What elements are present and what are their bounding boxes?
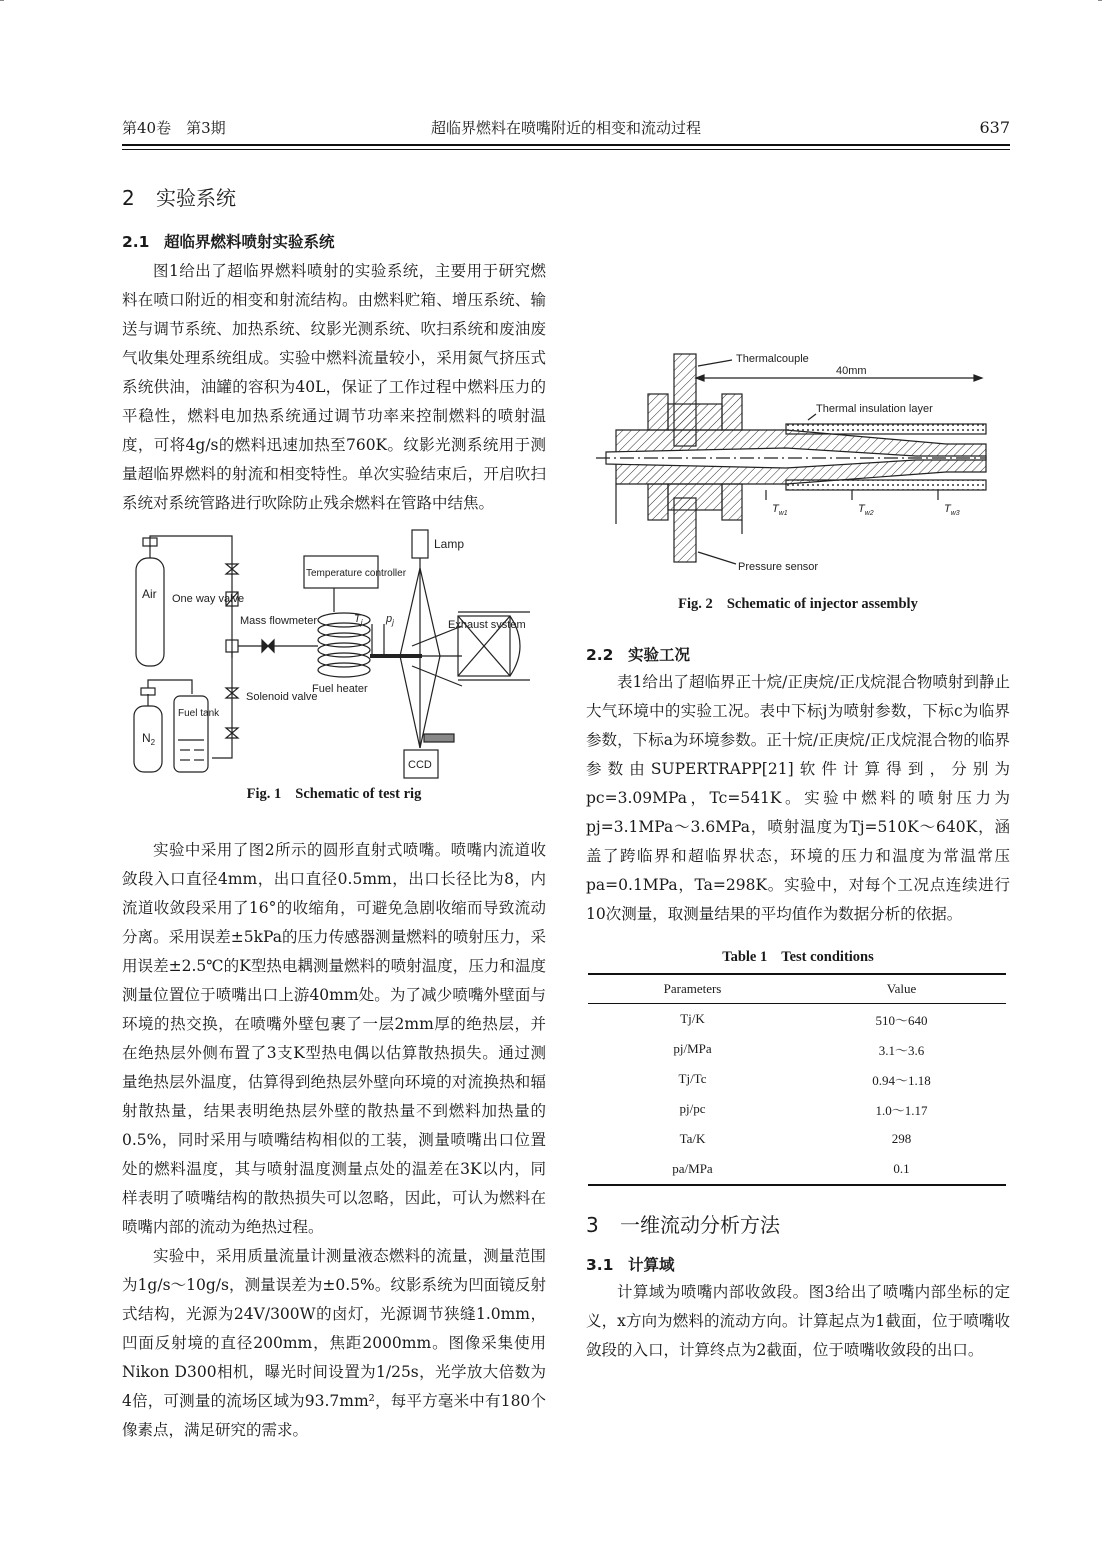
subsection-number: 3.1 (586, 1256, 614, 1274)
fig2-label-thermocouple: Thermalcouple (736, 353, 809, 365)
section-2-heading (122, 183, 546, 213)
section-number: 3 (586, 1213, 599, 1237)
subsection-title: 实验工况 (628, 646, 691, 664)
paragraph: 实验中采用了图2所示的圆形直射式喷嘴。喷嘴内流道收敛段入口直径4mm，出口直径0.5mm，出口长径比为8，内流道收敛段采用了16°的收缩角，可避免急剧收缩而导致流动分离。采用误差±5kPa的压力传感器测量燃料的喷射压力，采用误差±2.5℃的K型热电耦测量燃料的喷射温度，压力和温度测量位置位于喷嘴出口上游40mm处。为了减少喷嘴外壁面与环境的热交换，在喷嘴外壁包裹了一层2mm厚的绝热层，并在绝热层外侧布置了3支K型热电偶以估算散热损失。通过测量绝热层外温度，估算得到绝热层外壁向环境的对流换热和辐射散热量，结果表明绝热层外壁的散热量不到燃料加热量的0.5%，同时采用与喷嘴结构相似的工装，测量喷嘴出口位置处的燃料温度，其与喷射温度测量点处的温差在3K以内，同样表明了喷嘴结构的散热损失可以忽略，因此，可认为燃料在喷嘴内部的流动为绝热过程。 (122, 841, 546, 1236)
running-title: 超临界燃料在喷嘴附近的相变和流动过程 (430, 119, 701, 137)
table-cell-value: 1.0～1.17 (875, 1102, 928, 1118)
fig1-label-exhaust-system: Exhaust system (448, 619, 526, 631)
fig2-label-tw1: $T_{w1}$ (772, 503, 788, 517)
section-number: 2 (122, 186, 135, 210)
subsection-2-2-heading (586, 642, 1010, 668)
figure-label: Fig. 2 (678, 596, 713, 612)
table-cell-param: pa/MPa (588, 1154, 797, 1185)
table-cell-param: Tj/Tc (678, 1071, 707, 1086)
spacer-continuation (586, 170, 1010, 348)
figure-title: Schematic of test rig (295, 786, 422, 802)
table-cell-param: pj/MPa (673, 1041, 712, 1056)
table-row (588, 1064, 1006, 1094)
figure-title: Schematic of injector assembly (726, 596, 918, 612)
paragraph: 图1给出了超临界燃料喷射的实验系统，主要用于研究燃料在喷口附近的相变和射流结构。由燃料贮箱、增压系统、输送与调节系统、加热系统、纹影光测系统、吹扫系统和废油废气收集处理系统组成。实验中燃料流量较小，采用氮气挤压式系统供油，油罐的容积为40L，保证了工作过程中燃料压力的平稳性，燃料电加热系统通过调节功率来控制燃料的喷射温度，可将4g/s的燃料迅速加热至760K。纹影光测系统用于测量超临界燃料的射流和相变特性。单次实验结束后，开启吹扫系统对系统管路进行吹除防止残余燃料在管路中结焦。 (122, 262, 546, 512)
column-header-value: Value (797, 974, 1006, 1004)
fig2-label-tw3: $T_{w3}$ (944, 503, 960, 517)
fig1-label-one-way-valve: One way valve (172, 593, 245, 605)
figure-1-test-rig (122, 528, 546, 780)
table-cell-param: pj/pc (679, 1101, 706, 1116)
fig1-label-ccd: CCD (408, 759, 432, 771)
subsection-title: 超临界燃料喷射实验系统 (164, 233, 335, 251)
table-1-caption (586, 947, 1010, 967)
table-cell-value: 0.1 (797, 1154, 1006, 1185)
figure-label: Fig. 1 (246, 786, 282, 802)
fig1-label-lamp: Lamp (434, 537, 465, 551)
right-column (586, 170, 1010, 1480)
table-cell-param: Ta/K (679, 1131, 706, 1146)
fig2-label-dimension: 40mm (836, 365, 867, 377)
table-title: Test conditions (781, 949, 874, 965)
fig1-label-mass-flowmeter: Mass flowmeter (240, 615, 318, 627)
section-title: 实验系统 (156, 186, 236, 210)
fig1-label-fuel-tank: Fuel tank (178, 708, 220, 719)
table-cell-value: 3.1～3.6 (878, 1042, 925, 1058)
table-cell-value: 510～640 (875, 1012, 928, 1028)
subsection-number: 2.2 (586, 646, 614, 664)
fig1-label-air: Air (142, 587, 157, 601)
fig2-label-insulation: Thermal insulation layer (816, 403, 933, 415)
table-cell-value: 0.94～1.18 (872, 1072, 931, 1088)
page-number: 637 (979, 118, 1010, 137)
subsection-title: 计算域 (628, 1256, 675, 1274)
fig2-label-pressure-sensor: Pressure sensor (738, 561, 819, 573)
header-rule-thin (122, 149, 1010, 150)
subsection-3-1-heading (586, 1252, 1010, 1278)
volume-issue: 第40卷 第3期 (122, 119, 226, 137)
fig1-label-pj: $p_j$ (386, 613, 394, 627)
table-header-row (588, 974, 1006, 1004)
section-title: 一维流动分析方法 (620, 1213, 780, 1237)
table-cell-param: Tj/K (680, 1011, 705, 1026)
lamp (412, 530, 428, 558)
table-1-test-conditions (588, 973, 1006, 1186)
crop-mark-right (1098, 0, 1102, 5)
table-cell-value: 298 (891, 1131, 912, 1146)
paragraph: 计算域为喷嘴内部收敛段。图3给出了喷嘴内部坐标的定义，x方向为燃料的流动方向。计算起点为1截面，位于喷嘴收敛段的入口，计算终点为2截面，位于喷嘴收敛段的出口。 (586, 1283, 1010, 1359)
paragraph: 表1给出了超临界正十烷/正庚烷/正戊烷混合物喷射到静止大气环境中的实验工况。表中下标j为喷射参数，下标c为临界参数，下标a为环境参数。正十烷/正庚烷/正戊烷混合物的临界参数由SUPERTRAPP[21]软件计算得到，分别为pc=3.09MPa，Tc=541K。实验中燃料的喷射压力为pj=3.1MPa～3.6MPa，喷射温度为Tj=510K～640K，涵盖了跨临界和超临界状态，环境的压力和温度为常温常压pa=0.1MPa，Ta=298K。实验中，对每个工况点连续进行10次测量，取测量结果的平均值作为数据分析的依据。 (586, 673, 1010, 923)
fig1-label-tj: $T_j$ (354, 613, 363, 627)
figure-2-injector-assembly (586, 348, 1010, 588)
fig1-label-temperature-controller: Temperature controller (306, 568, 407, 579)
fig1-label-n2: $N_2$ (142, 731, 156, 747)
section-3-heading (586, 1210, 1010, 1240)
fig2-label-tw2: $T_{w2}$ (858, 503, 874, 517)
column-header-parameters: Parameters (588, 974, 797, 1004)
table-row (588, 1094, 1006, 1124)
fig1-label-solenoid-valve: Solenoid valve (246, 691, 318, 703)
table-row (588, 1004, 1006, 1035)
crop-mark-left (0, 0, 4, 5)
table-row (588, 1124, 1006, 1154)
paragraph: 实验中，采用质量流量计测量液态燃料的流量，测量范围为1g/s～10g/s，测量误差为±0.5%。纹影系统为凹面镜反射式结构，光源为24V/300W的卤灯，光源调节狭缝1.0mm，凹面反射境的直径200mm，焦距2000mm。图像采集使用Nikon D300相机，曝光时间设置为1/25s，光学放大倍数为4倍，可测量的流场区域为93.7mm²，每平方毫米中有180个像素点，满足研究的需求。 (122, 1247, 546, 1439)
subsection-2-1-heading (122, 229, 546, 255)
left-column (122, 170, 546, 1450)
table-row (588, 1154, 1006, 1185)
air-cylinder (136, 558, 164, 666)
table-label: Table 1 (722, 949, 768, 965)
figure-1-caption (122, 784, 546, 804)
header-rule-thick (122, 144, 1010, 146)
subsection-number: 2.1 (122, 233, 150, 251)
running-header (122, 118, 1010, 138)
table-row (588, 1034, 1006, 1064)
fig1-label-fuel-heater: Fuel heater (312, 683, 368, 695)
figure-2-caption (586, 594, 1010, 614)
